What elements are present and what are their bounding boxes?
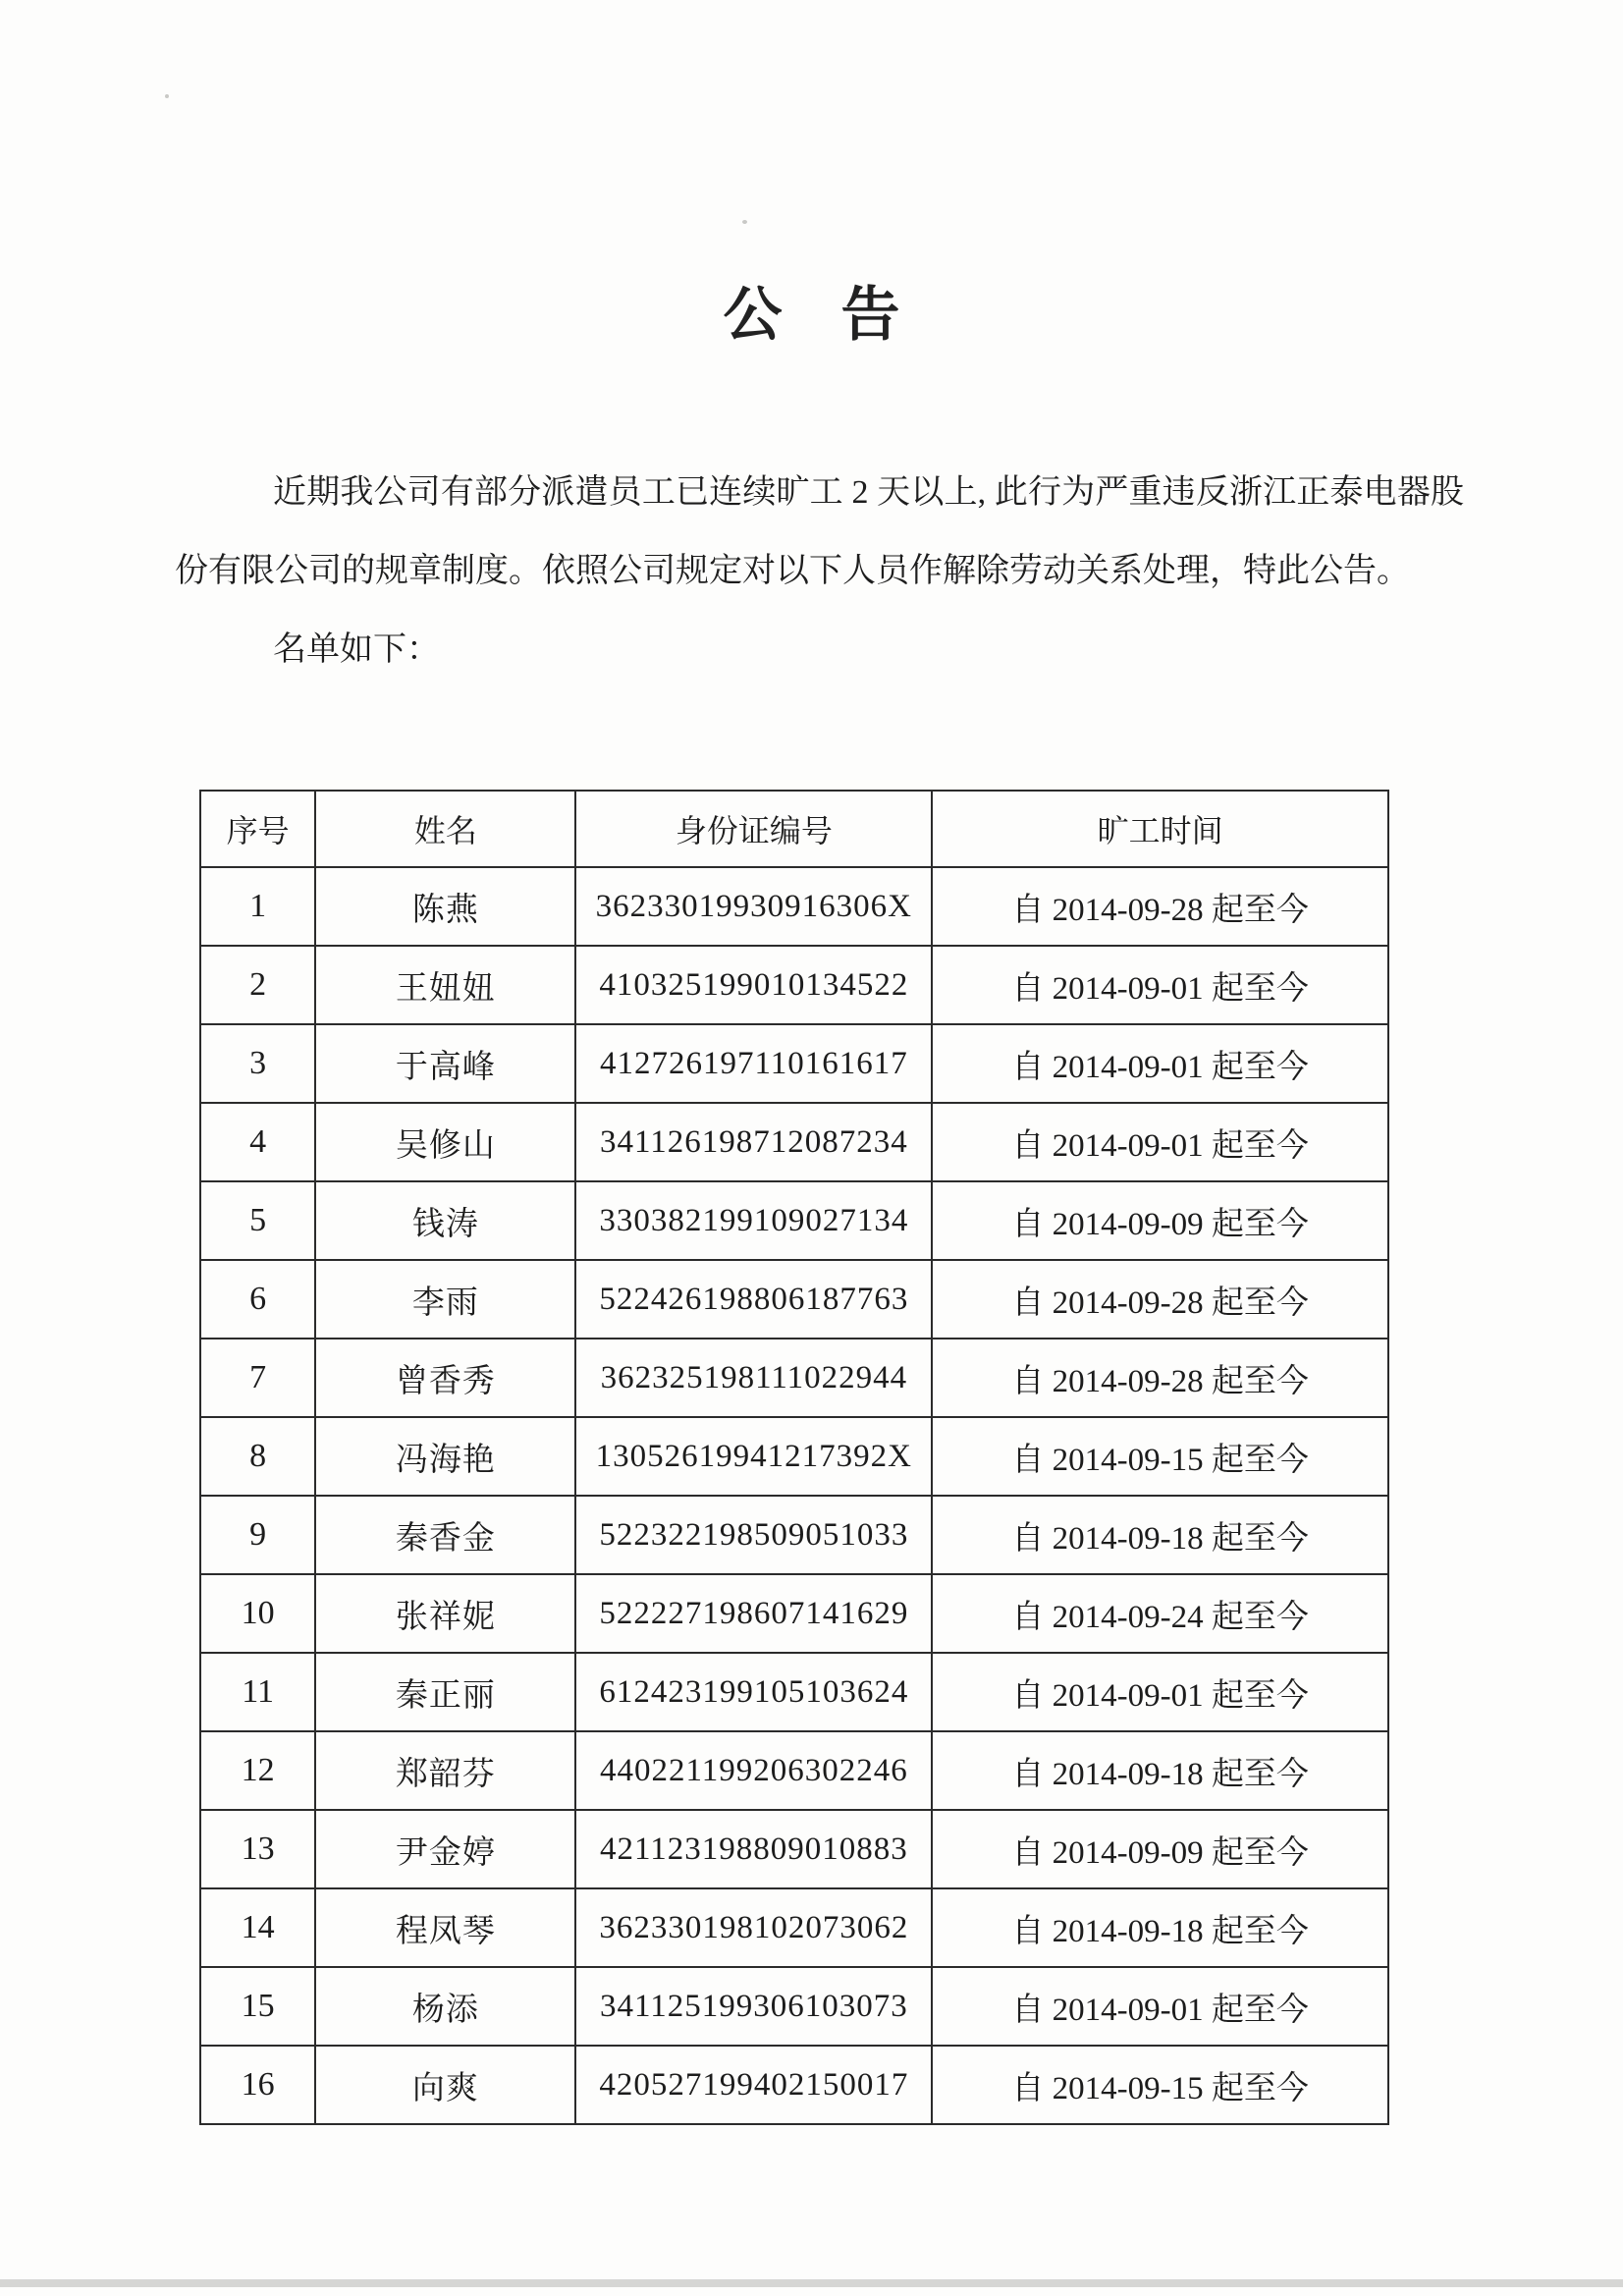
scan-speck (742, 220, 747, 224)
employee-name-cell: 于高峰 (315, 1024, 575, 1103)
row-index-cell: 12 (200, 1731, 315, 1810)
table-row (200, 1967, 1388, 2046)
row-index-cell: 6 (200, 1260, 315, 1339)
row-index-cell: 16 (200, 2046, 315, 2124)
absence-period-cell: 自 2014-09-15 起至今 (932, 1417, 1388, 1496)
employee-name-cell: 冯海艳 (315, 1417, 575, 1496)
table-row (200, 1810, 1388, 1888)
employee-name-cell: 李雨 (315, 1260, 575, 1339)
table-row (200, 1260, 1388, 1339)
page-title: 公 告 (723, 283, 900, 348)
employee-name-cell: 秦香金 (315, 1496, 575, 1574)
absence-period-cell: 自 2014-09-28 起至今 (932, 1339, 1388, 1417)
id-number-cell: 522322198509051033 (575, 1496, 932, 1574)
scan-speck (165, 94, 169, 98)
absence-period-cell: 自 2014-09-28 起至今 (932, 867, 1388, 946)
table-row (200, 1024, 1388, 1103)
row-index-cell: 5 (200, 1181, 315, 1260)
column-header-3: 旷工时间 (932, 791, 1388, 867)
list-intro: 名单如下： (273, 631, 440, 668)
absence-period-cell: 自 2014-09-24 起至今 (932, 1574, 1388, 1653)
table-body (200, 867, 1388, 2124)
absence-period-cell: 自 2014-09-01 起至今 (932, 1103, 1388, 1181)
column-header-0: 序号 (200, 791, 315, 867)
row-index-cell: 8 (200, 1417, 315, 1496)
row-index-cell: 15 (200, 1967, 315, 2046)
employee-name-cell: 钱涛 (315, 1181, 575, 1260)
employee-name-cell: 程凤琴 (315, 1888, 575, 1967)
row-index-cell: 2 (200, 946, 315, 1024)
table-row (200, 946, 1388, 1024)
absence-period-cell: 自 2014-09-09 起至今 (932, 1810, 1388, 1888)
employee-name-cell: 陈燕 (315, 867, 575, 946)
table-row (200, 1574, 1388, 1653)
employee-name-cell: 王妞妞 (315, 946, 575, 1024)
absence-period-cell: 自 2014-09-18 起至今 (932, 1731, 1388, 1810)
table-row (200, 867, 1388, 946)
row-index-cell: 9 (200, 1496, 315, 1574)
absence-period-cell: 自 2014-09-18 起至今 (932, 1496, 1388, 1574)
scan-edge-artifact (0, 2279, 1623, 2287)
id-number-cell: 440221199206302246 (575, 1731, 932, 1810)
row-index-cell: 13 (200, 1810, 315, 1888)
row-index-cell: 4 (200, 1103, 315, 1181)
row-index-cell: 14 (200, 1888, 315, 1967)
id-number-cell: 412726197110161617 (575, 1024, 932, 1103)
table-row (200, 1103, 1388, 1181)
absence-period-cell: 自 2014-09-01 起至今 (932, 1024, 1388, 1103)
id-number-cell: 522227198607141629 (575, 1574, 932, 1653)
id-number-cell: 362330198102073062 (575, 1888, 932, 1967)
table-row (200, 1888, 1388, 1967)
absence-period-cell: 自 2014-09-01 起至今 (932, 946, 1388, 1024)
id-number-cell: 330382199109027134 (575, 1181, 932, 1260)
employee-name-cell: 杨添 (315, 1967, 575, 2046)
employee-name-cell: 张祥妮 (315, 1574, 575, 1653)
id-number-cell: 612423199105103624 (575, 1653, 932, 1731)
absence-period-cell: 自 2014-09-01 起至今 (932, 1967, 1388, 2046)
id-number-cell: 341126198712087234 (575, 1103, 932, 1181)
table-row (200, 2046, 1388, 2124)
dismissal-roster-table (199, 790, 1389, 2125)
absence-period-cell: 自 2014-09-18 起至今 (932, 1888, 1388, 1967)
announcement-paragraph: 近期我公司有部分派遣员工已连续旷工 2 天以上, 此行为严重违反浙江正泰电器股份有限公司的规章制度。依照公司规定对以下人员作解除劳动关系处理，特此公告。 (175, 474, 1464, 589)
id-number-cell: 13052619941217392X (575, 1417, 932, 1496)
column-header-1: 姓名 (315, 791, 575, 867)
id-number-cell: 410325199010134522 (575, 946, 932, 1024)
absence-period-cell: 自 2014-09-28 起至今 (932, 1260, 1388, 1339)
employee-name-cell: 向爽 (315, 2046, 575, 2124)
table-row (200, 1496, 1388, 1574)
row-index-cell: 7 (200, 1339, 315, 1417)
absence-period-cell: 自 2014-09-09 起至今 (932, 1181, 1388, 1260)
id-number-cell: 362325198111022944 (575, 1339, 932, 1417)
table-row (200, 1417, 1388, 1496)
employee-name-cell: 郑韶芬 (315, 1731, 575, 1810)
id-number-cell: 420527199402150017 (575, 2046, 932, 2124)
absence-period-cell: 自 2014-09-01 起至今 (932, 1653, 1388, 1731)
id-number-cell: 421123198809010883 (575, 1810, 932, 1888)
employee-name-cell: 尹金婷 (315, 1810, 575, 1888)
row-index-cell: 3 (200, 1024, 315, 1103)
employee-name-cell: 曾香秀 (315, 1339, 575, 1417)
table-row (200, 1339, 1388, 1417)
table-header (200, 791, 1388, 867)
id-number-cell: 522426198806187763 (575, 1260, 932, 1339)
absence-period-cell: 自 2014-09-15 起至今 (932, 2046, 1388, 2124)
table-row (200, 1181, 1388, 1260)
table-header-row (200, 791, 1388, 867)
id-number-cell: 341125199306103073 (575, 1967, 932, 2046)
employee-name-cell: 吴修山 (315, 1103, 575, 1181)
table-row (200, 1731, 1388, 1810)
column-header-2: 身份证编号 (575, 791, 932, 867)
employee-name-cell: 秦正丽 (315, 1653, 575, 1731)
row-index-cell: 10 (200, 1574, 315, 1653)
row-index-cell: 11 (200, 1653, 315, 1731)
id-number-cell: 36233019930916306X (575, 867, 932, 946)
row-index-cell: 1 (200, 867, 315, 946)
table-row (200, 1653, 1388, 1731)
